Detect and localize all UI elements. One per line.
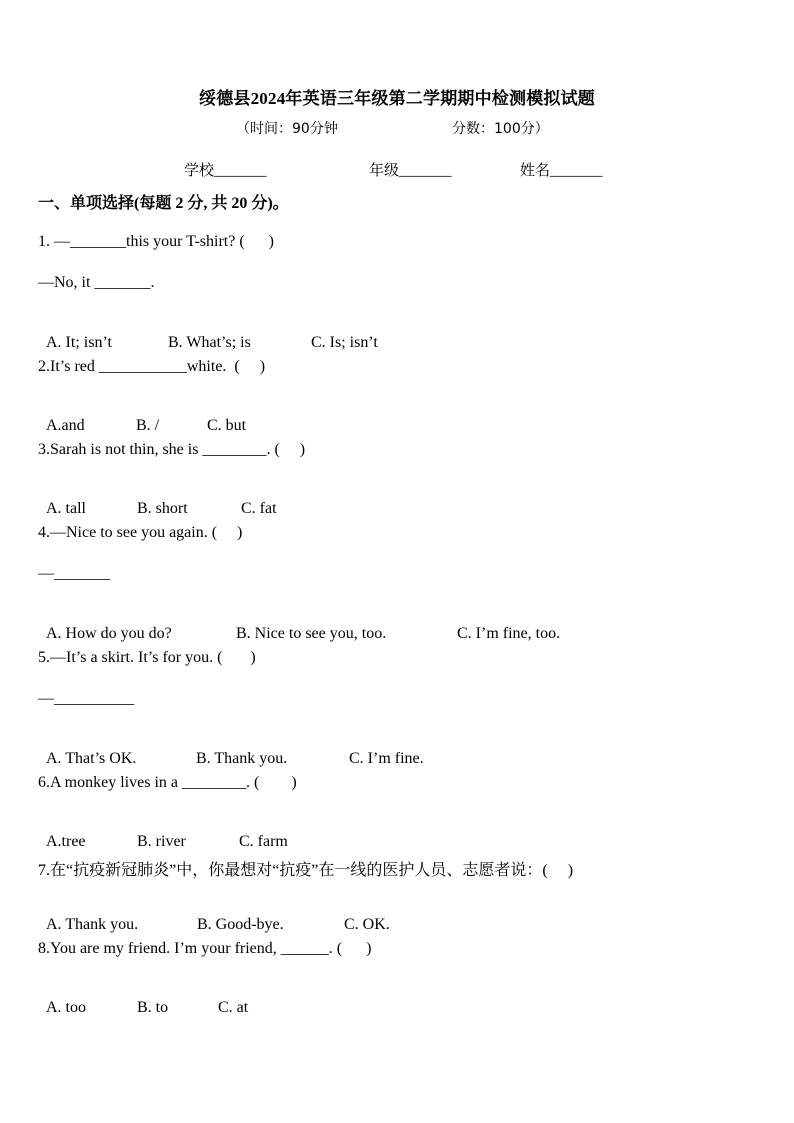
- question-options: [38, 607, 560, 643]
- option-c: C. fat: [241, 500, 277, 517]
- option-c: C. Is; isn’t: [311, 334, 378, 351]
- question-options: [38, 981, 248, 1017]
- question-options: [38, 316, 378, 352]
- name-field: 姓名_______: [520, 163, 603, 179]
- option-b: B. short: [137, 500, 188, 517]
- option-a: A. tall: [46, 500, 86, 517]
- question-options: [38, 482, 277, 518]
- question-options: [38, 898, 390, 934]
- grade-field: 年级_______: [369, 163, 452, 179]
- question-stem: 2.It’s red ___________white. ( ): [38, 358, 266, 375]
- option-a: A. How do you do?: [46, 625, 172, 642]
- question-line: —__________: [38, 690, 134, 707]
- question-options: [38, 815, 288, 851]
- option-c: C. I’m fine.: [349, 750, 424, 767]
- question-line: —No, it _______.: [38, 274, 155, 291]
- question-stem: 1. —_______this your T-shirt? ( ): [38, 233, 274, 250]
- page-title: 绥德县2024年英语三年级第二学期期中检测模拟试题: [199, 89, 595, 108]
- option-a: A. too: [46, 999, 86, 1016]
- question-stem: 3.Sarah is not thin, she is ________. ( ): [38, 441, 306, 458]
- option-b: B. /: [136, 417, 160, 434]
- option-b: B. Thank you.: [196, 750, 288, 767]
- option-c: C. I’m fine, too.: [457, 625, 561, 642]
- option-a: A. Thank you.: [46, 916, 139, 933]
- exam-time: （时间：90分钟: [236, 121, 338, 137]
- option-c: C. OK.: [344, 916, 390, 933]
- option-c: C. farm: [239, 833, 288, 850]
- question-options: [38, 399, 246, 435]
- question-stem: 6.A monkey lives in a ________. ( ): [38, 774, 297, 791]
- option-a: A.and: [46, 417, 85, 434]
- question-stem: 4.—Nice to see you again. ( ): [38, 524, 243, 541]
- question-stem: 8.You are my friend. I’m your friend, ______. ( ): [38, 940, 372, 957]
- question-line: —_______: [38, 565, 110, 582]
- school-field: 学校_______: [184, 163, 267, 179]
- section-heading: 一、单项选择(每题 2 分, 共 20 分)。: [38, 195, 289, 212]
- option-a: A. That’s OK.: [46, 750, 137, 767]
- option-b: B. Nice to see you, too.: [236, 625, 387, 642]
- option-c: C. but: [207, 417, 247, 434]
- option-a: A.tree: [46, 833, 86, 850]
- option-b: B. What’s; is: [168, 334, 251, 351]
- option-c: C. at: [218, 999, 249, 1016]
- exam-score: 分数：100分）: [452, 121, 549, 137]
- question-stem: 7.在“抗疫新冠肺炎”中，你最想对“抗疫”在一线的医护人员、志愿者说：( ): [38, 862, 574, 879]
- option-b: B. river: [137, 833, 186, 850]
- question-options: [38, 732, 424, 768]
- option-b: B. Good-bye.: [197, 916, 284, 933]
- question-stem: 5.—It’s a skirt. It’s for you. ( ): [38, 649, 256, 666]
- option-a: A. It; isn’t: [46, 334, 112, 351]
- option-b: B. to: [137, 999, 169, 1016]
